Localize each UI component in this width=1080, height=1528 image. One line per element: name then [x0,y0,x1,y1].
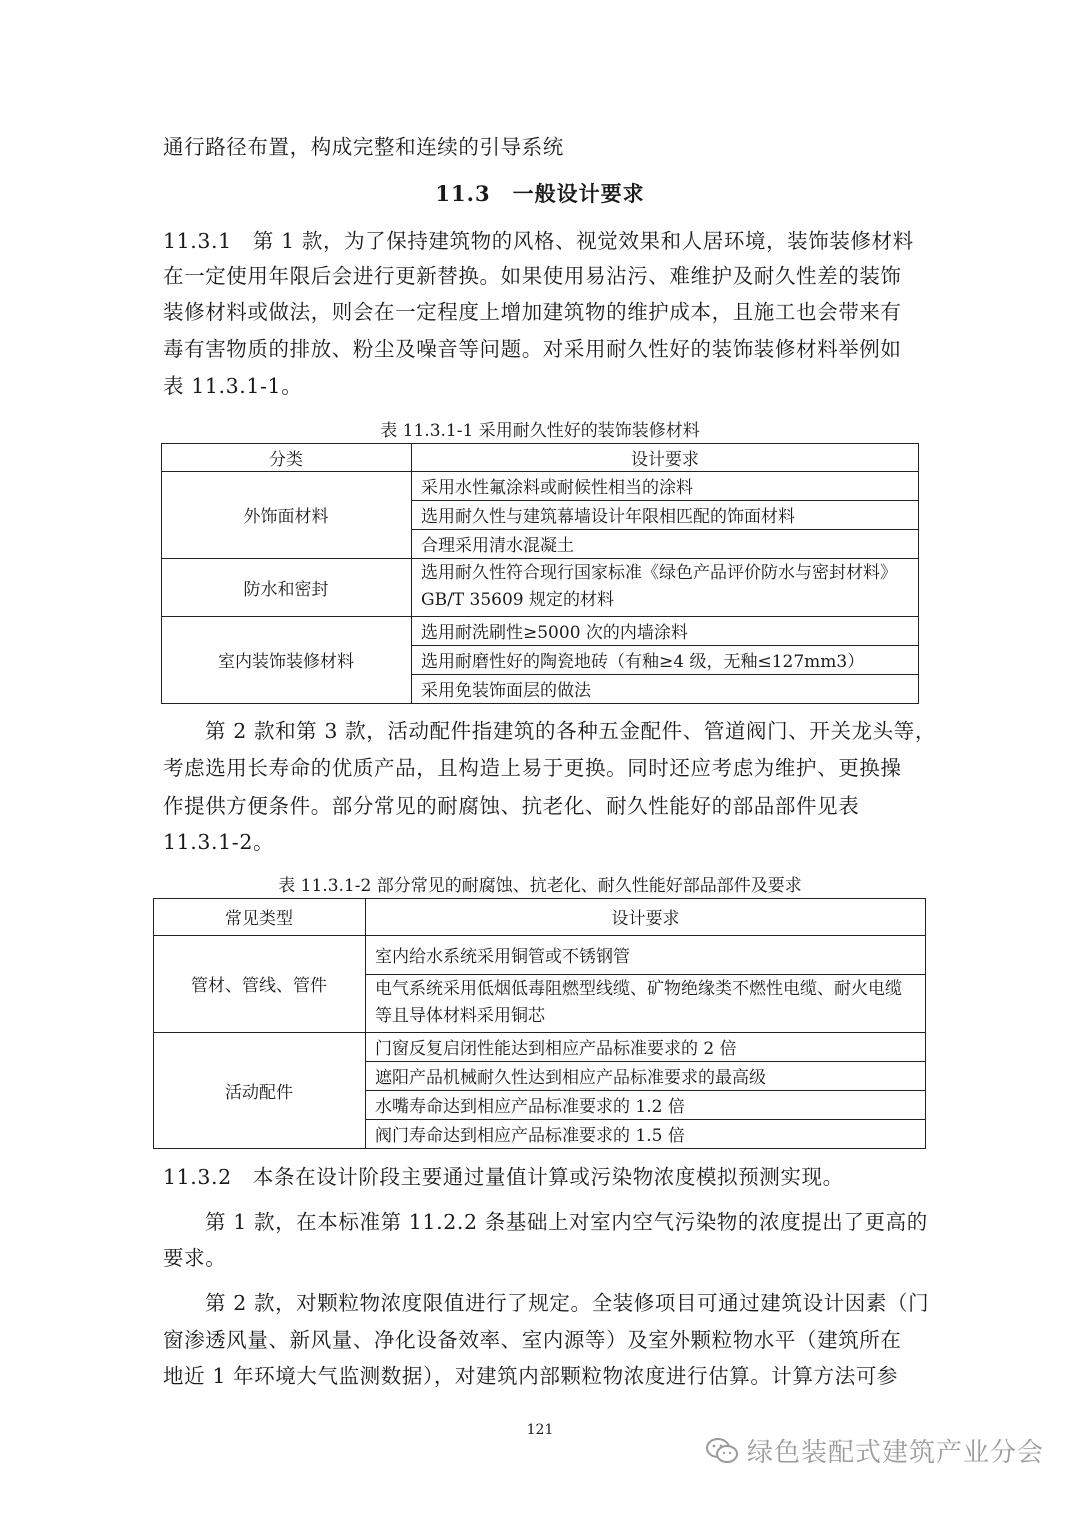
body-line: 地近 1 年环境大气监测数据），对建筑内部颗粒物浓度进行估算。计算方法可参 [163,1364,899,1388]
table2-header-type: 常见类型 [225,909,293,929]
table1-item-cell: 选用耐洗刷性≥5000 次的内墙涂料 [421,623,688,643]
table2-caption: 表 11.3.1-2 部分常见的耐腐蚀、抗老化、耐久性能好部品部件及要求 [278,876,802,896]
watermark [705,1432,1044,1469]
body-line: 11.3.1 第 1 款，为了保持建筑物的风格、视觉效果和人居环境，装饰装修材料 [163,229,914,253]
table1-item-cell: 选用耐磨性好的陶瓷地砖（有釉≥4 级，无釉≤127mm3） [421,652,865,672]
watermark-text: 绿色装配式建筑产业分会 [746,1438,1044,1468]
table2-item-cell: 门窗反复启闭性能达到相应产品标准要求的 2 倍 [375,1039,737,1059]
table1-item-cell: 选用耐久性符合现行国家标准《绿色产品评价防水与密封材料》 GB/T 35609 规定的材料 [421,563,897,610]
table1-item-cell: 采用水性氟涂料或耐候性相当的涂料 [421,478,693,498]
body-line: 第 2 款和第 3 款，活动配件指建筑的各种五金配件、管道阀门、开关龙头等， [205,719,936,743]
table1-item-cell: 合理采用清水混凝土 [421,536,574,556]
body-line: 窗渗透风量、新风量、净化设备效率、室内源等）及室外颗粒物水平（建筑所在 [163,1328,902,1352]
body-line: 考虑选用长寿命的优质产品，且构造上易于更换。同时还应考虑为维护、更换操 [163,756,902,780]
body-line: 毒有害物质的排放、粉尘及噪音等问题。对采用耐久性好的装饰装修材料举例如 [163,337,902,361]
table2-category-cell: 管材、管线、管件 [191,976,327,996]
table2-header-requirement: 设计要求 [611,909,680,929]
page-number: 121 [526,1422,554,1438]
table1-header-category: 分类 [269,449,303,470]
body-line: 11.3.2 本条在设计阶段主要通过量值计算或污染物浓度模拟预测实现。 [163,1165,844,1189]
body-line: 第 2 款，对颗粒物浓度限值进行了规定。全装修项目可通过建筑设计因素（门 [205,1291,930,1315]
table2-item-cell: 遮阳产品机械耐久性达到相应产品标准要求的最高级 [375,1068,766,1088]
body-line: 要求。 [163,1246,227,1270]
body-line: 11.3.1-2。 [163,830,275,854]
body-line: 装修材料或做法，则会在一定程度上增加建筑物的维护成本，且施工也会带来有 [163,300,902,324]
table2-item-cell: 室内给水系统采用铜管或不锈钢管 [375,947,630,967]
body-line: 表 11.3.1-1。 [163,374,303,398]
table1-category-cell: 室内装饰装修材料 [218,652,354,672]
table2-item-cell: 电气系统采用低烟低毒阻燃型线缆、矿物绝缘类不燃性电缆、耐火电缆等且导体材料采用铜芯 [375,979,902,1026]
table1-item-cell: 选用耐久性与建筑幕墙设计年限相匹配的饰面材料 [421,507,795,527]
table1-category-cell: 防水和密封 [243,579,329,600]
table1-item-cell: 采用免装饰面层的做法 [421,681,591,701]
body-line: 在一定使用年限后会进行更新替换。如果使用易沾污、难维护及耐久性差的装饰 [163,264,902,288]
table2-category-cell: 活动配件 [225,1082,293,1103]
body-line: 通行路径布置，构成完整和连续的引导系统 [163,135,564,159]
body-line: 第 1 款，在本标准第 11.2.2 条基础上对室内空气污染物的浓度提出了更高的 [205,1210,928,1234]
table1-category-cell: 外饰面材料 [243,507,329,527]
wechat-icon [705,1437,739,1465]
section-heading: 11.3 一般设计要求 [435,181,645,206]
table2-item-cell: 阀门寿命达到相应产品标准要求的 1.5 倍 [375,1126,685,1146]
table2-item-cell: 水嘴寿命达到相应产品标准要求的 1.2 倍 [375,1097,685,1117]
table1-header-requirement: 设计要求 [631,449,699,470]
table1-caption: 表 11.3.1-1 采用耐久性好的装饰装修材料 [380,421,700,441]
body-line: 作提供方便条件。部分常见的耐腐蚀、抗老化、耐久性能好的部品部件见表 [163,794,860,818]
